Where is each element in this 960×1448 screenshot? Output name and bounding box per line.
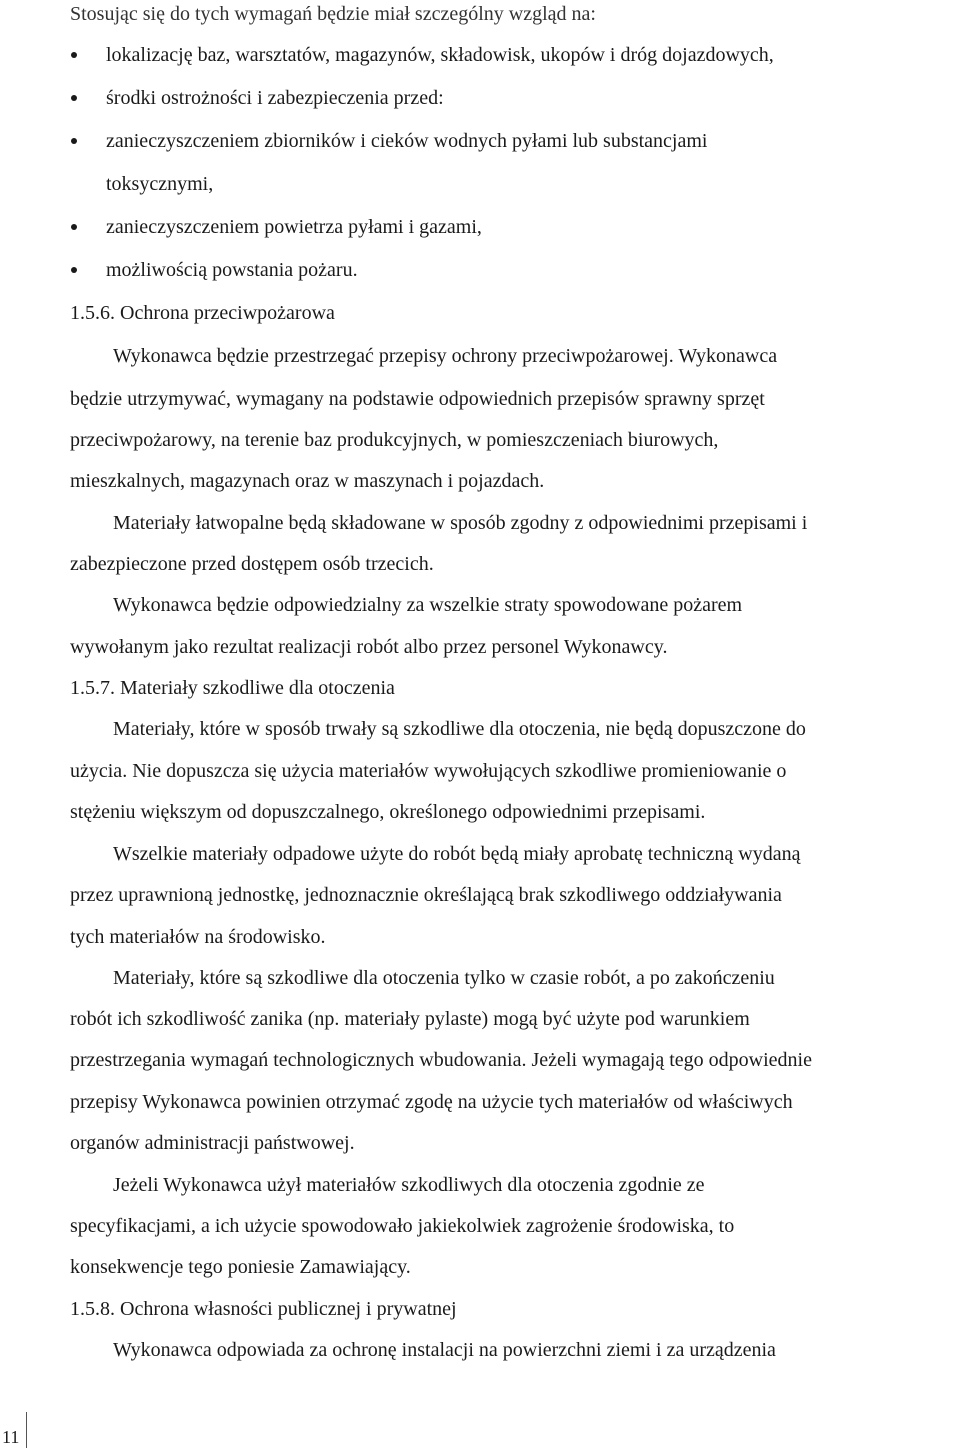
paragraph-line: przestrzegania wymagań technologicznych wbudowania. Jeżeli wymagają tego odpowiednie [70,1049,812,1071]
paragraph-line: Materiały łatwopalne będą składowane w sposób zgodny z odpowiednimi przepisami i [113,512,808,534]
section-heading: 1.5.8. Ochrona własności publicznej i prywatnej [70,1298,457,1320]
list-item-text: zanieczyszczeniem zbiorników i cieków wodnych pyłami lub substancjami [106,130,708,152]
page-margin-rule [26,1412,27,1448]
paragraph-line: przeciwpożarowy, na terenie baz produkcyjnych, w pomieszczeniach biurowych, [70,429,719,451]
intro-paragraph: Stosując się do tych wymagań będzie miał szczególny wzgląd na: [70,3,596,25]
paragraph-line: Materiały, które w sposób trwały są szkodliwe dla otoczenia, nie będą dopuszczone do [113,718,806,740]
list-item-continuation: toksycznymi, [106,173,214,195]
list-item-text: środki ostrożności i zabezpieczenia przed: [106,87,444,109]
paragraph-line: Materiały, które są szkodliwe dla otoczenia tylko w czasie robót, a po zakończeniu [113,967,775,989]
paragraph-line: użycia. Nie dopuszcza się użycia materiałów wywołujących szkodliwe promieniowanie o [70,760,787,782]
paragraph-line: konsekwencje tego poniesie Zamawiający. [70,1256,411,1278]
bullet-icon [71,138,77,144]
paragraph-line: organów administracji państwowej. [70,1132,355,1154]
page-number: 11 [2,1427,20,1447]
paragraph-line: będzie utrzymywać, wymagany na podstawie odpowiednich przepisów sprawny sprzęt [70,388,765,410]
list-item-text: zanieczyszczeniem powietrza pyłami i gazami, [106,216,482,238]
bullet-icon [71,52,77,58]
list-item-text: możliwością powstania pożaru. [106,259,358,281]
bullet-icon [71,95,77,101]
paragraph-line: Jeżeli Wykonawca użył materiałów szkodliwych dla otoczenia zgodnie ze [113,1174,705,1196]
paragraph-line: tych materiałów na środowisko. [70,926,326,948]
section-heading: 1.5.6. Ochrona przeciwpożarowa [70,302,335,324]
paragraph-line: specyfikacjami, a ich użycie spowodowało jakiekolwiek zagrożenie środowiska, to [70,1215,735,1237]
paragraph-line: przepisy Wykonawca powinien otrzymać zgodę na użycie tych materiałów od właściwych [70,1091,793,1113]
paragraph-line: robót ich szkodliwość zanika (np. materiały pylaste) mogą być użyte pod warunkiem [70,1008,750,1030]
list-item-text: lokalizację baz, warsztatów, magazynów, składowisk, ukopów i dróg dojazdowych, [106,44,774,66]
paragraph-line: zabezpieczone przed dostępem osób trzecich. [70,553,434,575]
paragraph-line: przez uprawnioną jednostkę, jednoznacznie określającą brak szkodliwego oddziaływania [70,884,782,906]
paragraph-line: Wykonawca będzie przestrzegać przepisy ochrony przeciwpożarowej. Wykonawca [113,345,778,367]
paragraph-line: Wykonawca odpowiada za ochronę instalacji na powierzchni ziemi i za urządzenia [113,1339,776,1361]
bullet-icon [71,267,77,273]
paragraph-line: Wszelkie materiały odpadowe użyte do robót będą miały aprobatę techniczną wydaną [113,843,801,865]
paragraph-line: stężeniu większym od dopuszczalnego, określonego odpowiednimi przepisami. [70,801,706,823]
section-heading: 1.5.7. Materiały szkodliwe dla otoczenia [70,677,395,699]
bullet-icon [71,224,77,230]
paragraph-line: wywołanym jako rezultat realizacji robót albo przez personel Wykonawcy. [70,636,668,658]
paragraph-line: Wykonawca będzie odpowiedzialny za wszelkie straty spowodowane pożarem [113,594,743,616]
paragraph-line: mieszkalnych, magazynach oraz w maszynach i pojazdach. [70,470,545,492]
